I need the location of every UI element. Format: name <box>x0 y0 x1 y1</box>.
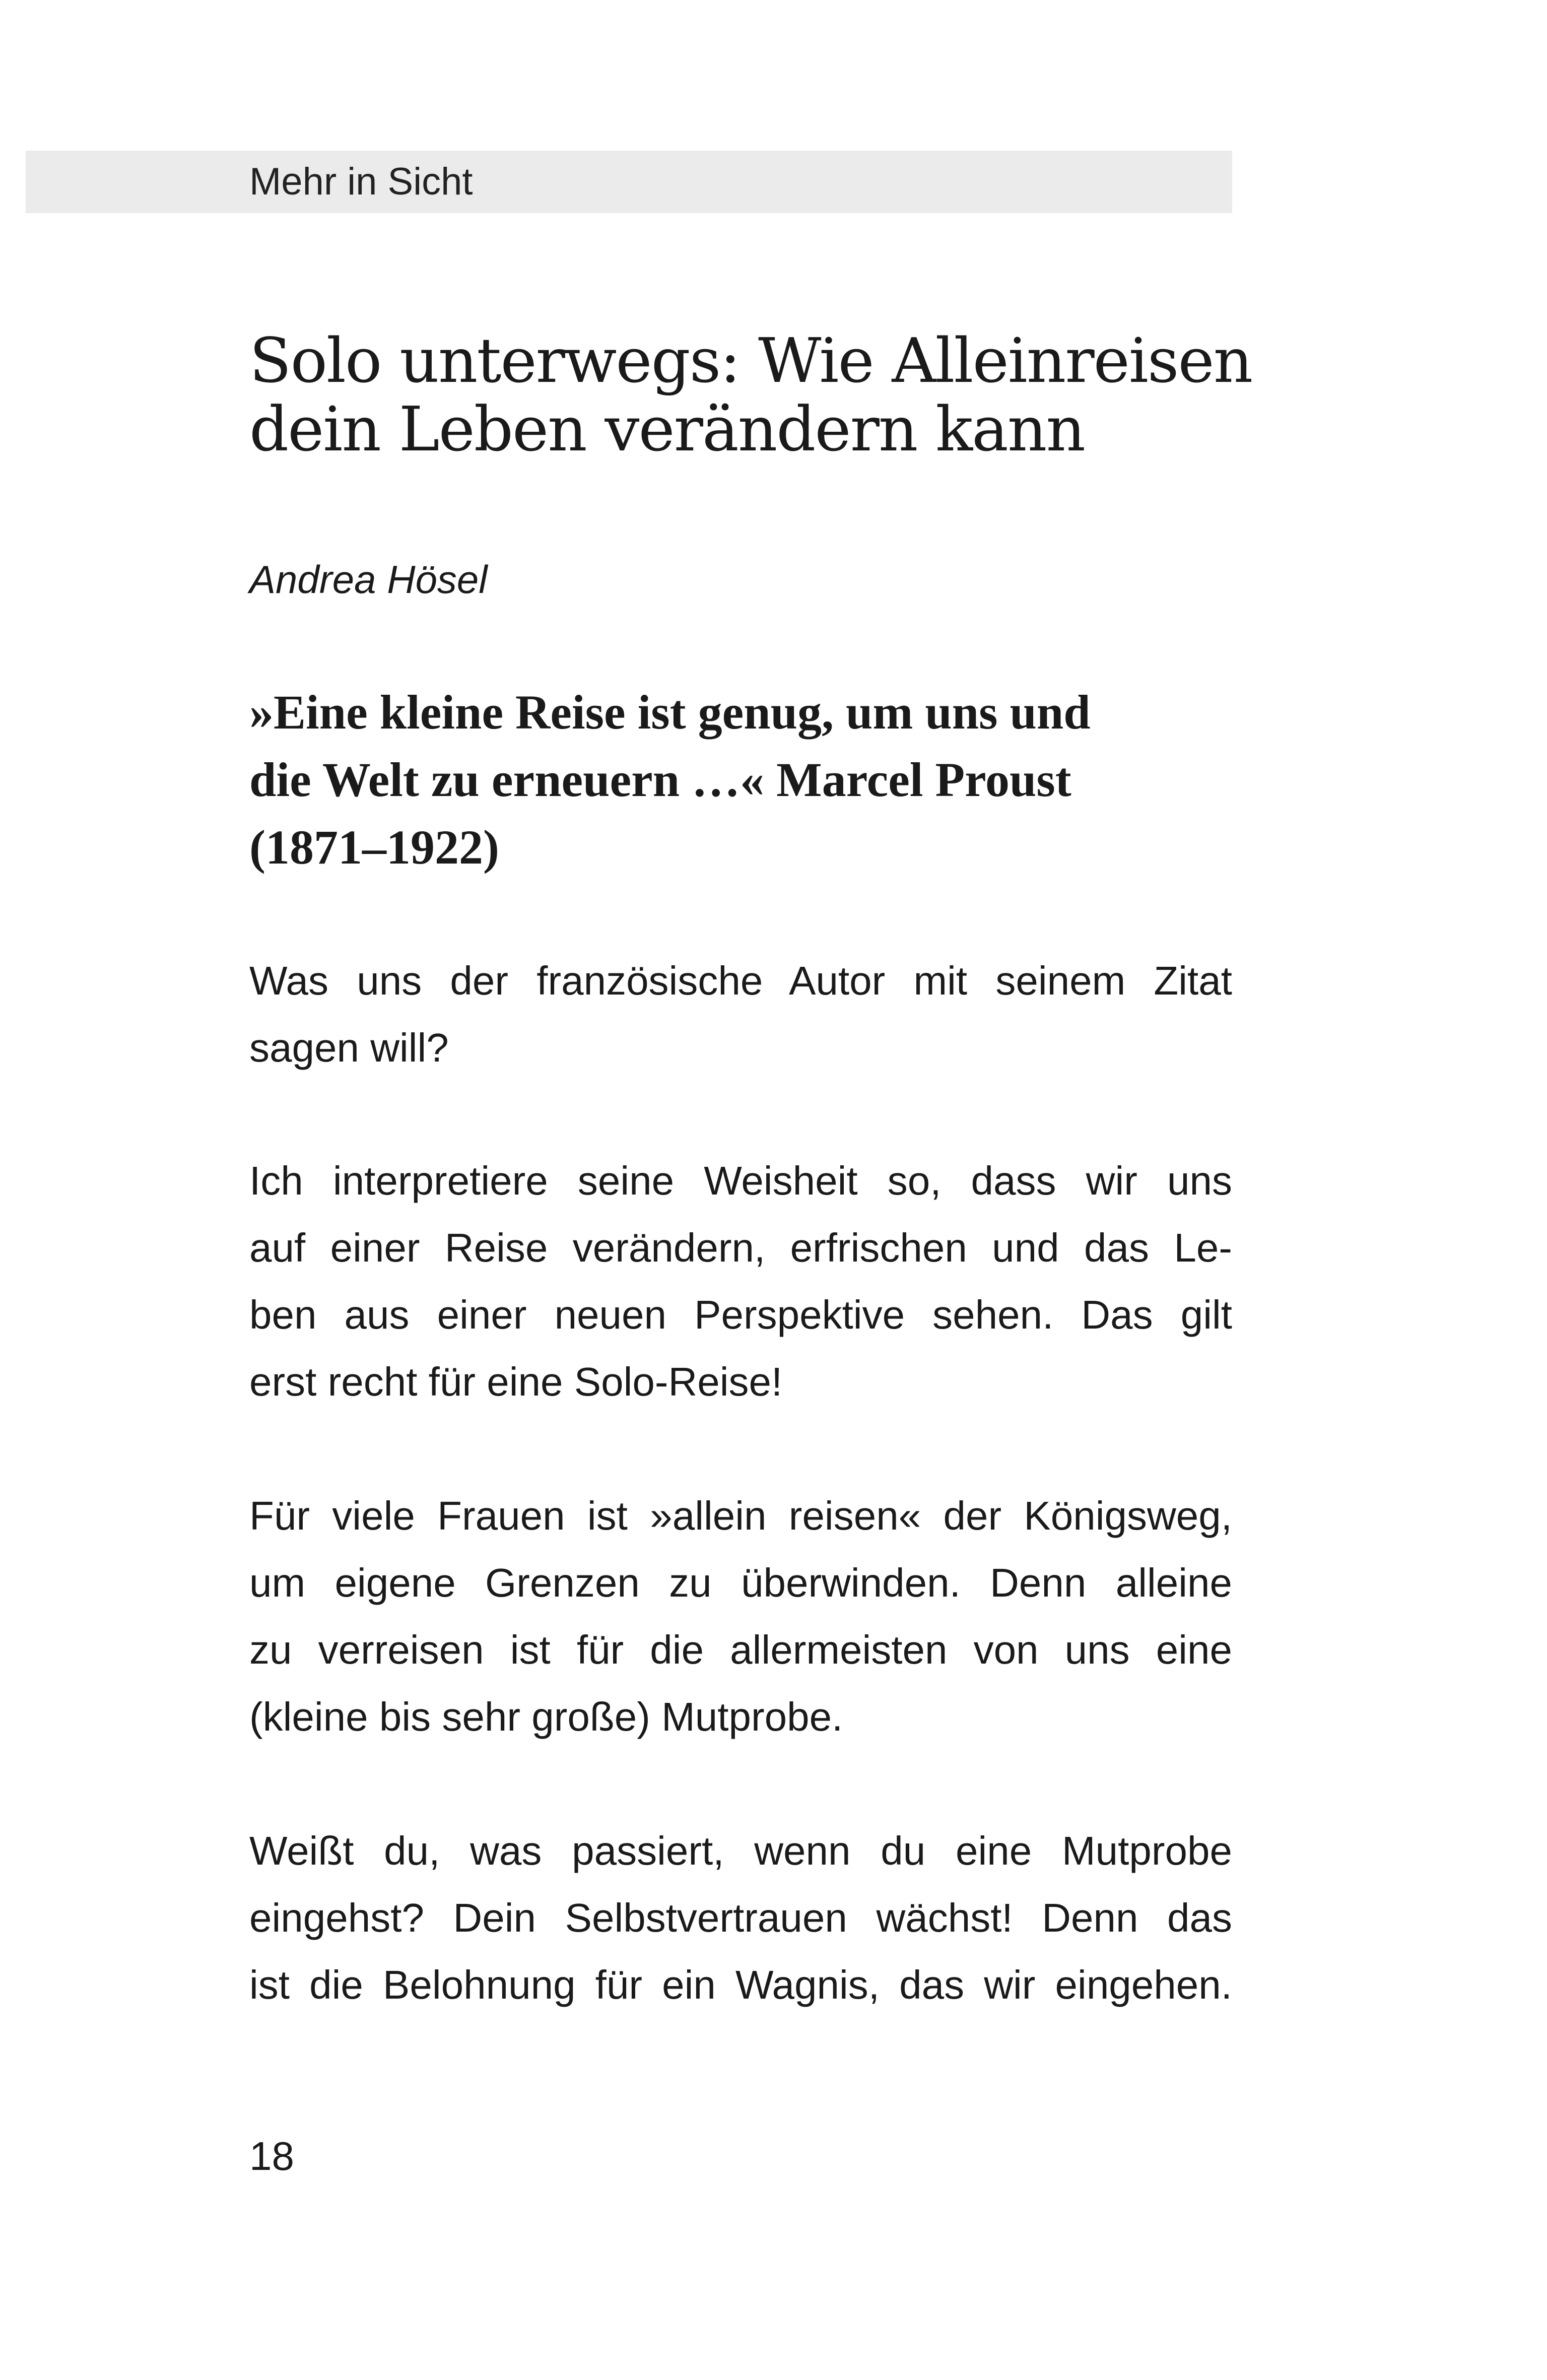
body-paragraph <box>249 947 1232 1081</box>
paragraph-line: Ich interpretiere seine Weisheit so, dass wir uns <box>249 1158 1232 1203</box>
paragraph-line: Für viele Frauen ist »allein reisen« der Königsweg, <box>249 1493 1232 1538</box>
epigraph-line: die Welt zu erneuern …« Marcel Proust <box>249 753 1071 807</box>
running-header-text: Mehr in Sicht <box>249 160 473 203</box>
paragraph-line: um eigene Grenzen zu überwinden. Denn alleine <box>249 1560 1232 1605</box>
chapter-author: Andrea Hösel <box>249 557 488 602</box>
epigraph-line: (1871–1922) <box>249 820 499 874</box>
paragraph-line: ben aus einer neuen Perspektive sehen. Das gilt <box>249 1292 1232 1337</box>
running-header <box>26 151 1232 213</box>
chapter-title-line: Solo unterwegs: Wie Alleinreisen <box>249 325 1252 396</box>
epigraph-line: »Eine kleine Reise ist genug, um uns und <box>249 685 1091 739</box>
chapter-title-line: dein Leben verändern kann <box>249 393 1085 465</box>
paragraph-line: ist die Belohnung für ein Wagnis, das wir eingehen. <box>249 1962 1232 2007</box>
chapter-title <box>249 325 1252 465</box>
paragraph-line: erst recht für eine Solo-Reise! <box>249 1359 783 1404</box>
paragraph-line: (kleine bis sehr große) Mutprobe. <box>249 1694 843 1739</box>
paragraph-line: Was uns der französische Autor mit seinem Zitat <box>249 958 1232 1003</box>
body-paragraph <box>249 1147 1232 1415</box>
body-paragraph <box>249 1482 1232 1750</box>
paragraph-line: Weißt du, was passiert, wenn du eine Mutprobe <box>249 1828 1232 1873</box>
paragraph-line: eingehst? Dein Selbstvertrauen wächst! Denn das <box>249 1895 1232 1940</box>
epigraph-quote <box>249 679 1232 881</box>
paragraph-line: auf einer Reise verändern, erfrischen und das Le- <box>249 1225 1232 1270</box>
page-number: 18 <box>249 2134 294 2178</box>
paragraph-line: zu verreisen ist für die allermeisten von uns eine <box>249 1627 1232 1672</box>
body-paragraph <box>249 1817 1232 2018</box>
paragraph-line: sagen will? <box>249 1025 449 1070</box>
